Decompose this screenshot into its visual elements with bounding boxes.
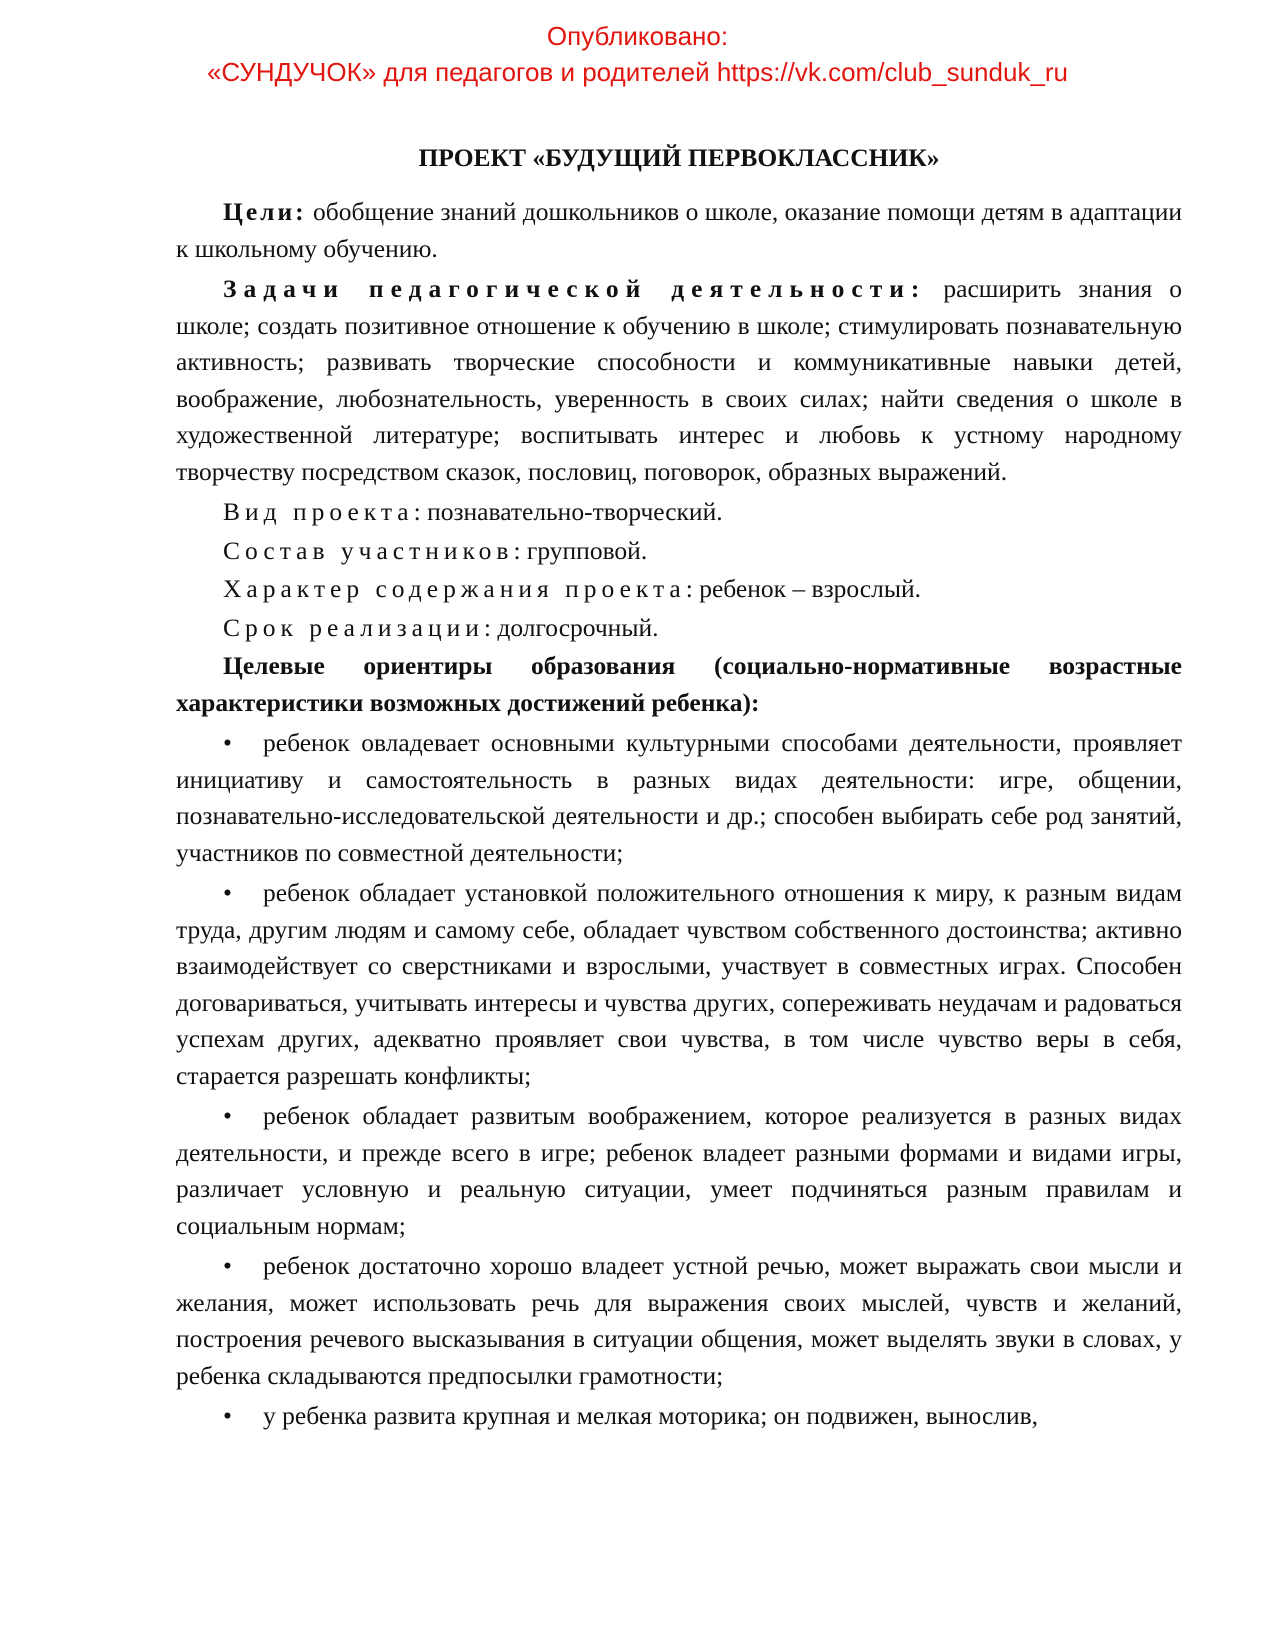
bullet-icon: • xyxy=(223,1251,232,1280)
published-source-link[interactable]: «СУНДУЧОК» для педагогов и родителей https://vk.com/club_sunduk_ru xyxy=(206,57,1069,87)
document-body xyxy=(176,140,1182,1439)
list-item xyxy=(176,875,1182,1094)
published-label: Опубликовано: xyxy=(546,21,729,51)
list-item xyxy=(176,1098,1182,1244)
goals-label: Цели: xyxy=(223,197,307,226)
list-item xyxy=(176,1398,1182,1435)
duration-field xyxy=(176,610,1182,647)
targets-heading: Целевые ориентиры образования (социально-нормативные возрастные характеристики возможных достижений ребенка): xyxy=(176,651,1182,717)
tasks-paragraph xyxy=(176,271,1182,490)
tasks-label: Задачи педагогической деятельности: xyxy=(223,274,927,303)
list-item-text: у ребенка развита крупная и мелкая моторика; он подвижен, вынослив, xyxy=(263,1401,1039,1430)
content-nature-field xyxy=(176,571,1182,608)
bullet-icon: • xyxy=(223,878,232,907)
bullet-icon: • xyxy=(223,1401,232,1430)
project-type-field xyxy=(176,494,1182,531)
field-label: Срок реализации xyxy=(223,612,484,642)
bullet-icon: • xyxy=(223,1101,232,1130)
published-header xyxy=(0,18,1275,90)
list-item xyxy=(176,1248,1182,1394)
bullet-icon: • xyxy=(223,728,232,757)
field-value: : ребенок – взрослый. xyxy=(685,574,921,603)
list-item-text: ребенок достаточно хорошо владеет устной речью, может выражать свои мысли и желания, может использовать речь для выражения своих мыслей, чувств и желаний, построения речевого высказывания в ситуации общения, может выделять звуки в словах, у ребенка складываются предпосылки грамотности; xyxy=(176,1251,1182,1390)
field-label: Вид проекта xyxy=(223,497,414,526)
tasks-text: расширить знания о школе; создать позитивное отношение к обучению в школе; стимулировать познавательную активность; развивать творческие способности и коммуникативные навыки детей, воображение, любознательность, уверенность в своих силах; найти сведения о школе в художественной литературе; воспитывать интерес и любовь к устному народному творчеству посредством сказок, пословиц, поговорок, образных выражений. xyxy=(176,274,1182,486)
list-item-text: ребенок обладает установкой положительного отношения к миру, к разным видам труда, другим людям и самому себе, обладает чувством собственного достоинства; активно взаимодействует со сверстниками и взрослыми, участвует в совместных играх. Способен договариваться, учитывать интересы и чувства других, сопереживать неудачам и радоваться успехам других, адекватно проявляет свои чувства, в том числе чувство веры в себя, старается разрешать конфликты; xyxy=(176,878,1182,1090)
document-title: ПРОЕКТ «БУДУЩИЙ ПЕРВОКЛАССНИК» xyxy=(418,143,940,172)
goals-text: обобщение знаний дошкольников о школе, оказание помощи детям в адаптации к школьному обучению. xyxy=(176,197,1182,263)
field-label: Состав участников xyxy=(223,535,514,565)
list-item-text: ребенок обладает развитым воображением, которое реализуется в разных видах деятельности, и прежде всего в игре; ребенок владеет разными формами и видами игры, различает условную и реальную ситуации, умеет подчиняться разным правилам и социальным нормам; xyxy=(176,1101,1182,1240)
list-item-text: ребенок овладевает основными культурными способами деятельности, проявляет инициативу и самостоятельность в разных видах деятельности: игре, общении, познавательно-исследовательской деятельности и др.; способен выбирать себе род занятий, участников по совместной деятельности; xyxy=(176,728,1182,867)
goals-paragraph xyxy=(176,194,1182,267)
field-value: : групповой. xyxy=(513,535,648,565)
list-item xyxy=(176,725,1182,871)
field-value: : познавательно-творческий. xyxy=(413,497,723,526)
field-value: : долгосрочный. xyxy=(483,612,659,642)
field-label: Характер содержания проекта xyxy=(223,574,686,603)
participants-field xyxy=(176,533,1182,570)
